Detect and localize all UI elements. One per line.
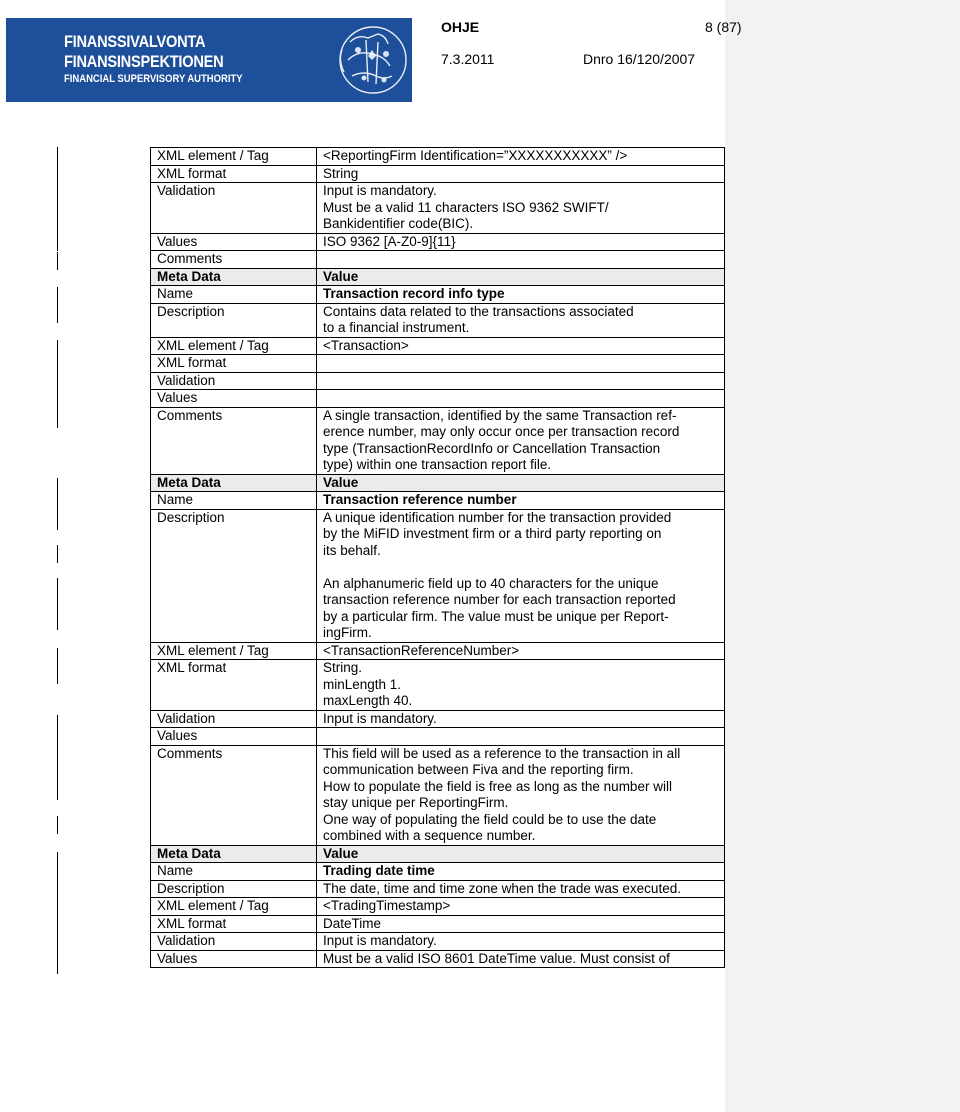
page-right-margin xyxy=(725,0,960,1112)
field-value-cell xyxy=(317,165,725,183)
change-bar xyxy=(57,715,58,800)
field-key-cell: Comments xyxy=(151,745,317,845)
table-row xyxy=(151,407,725,474)
value-line: An alphanumeric field up to 40 characters for the unique xyxy=(323,575,659,591)
field-key-cell: Values xyxy=(151,728,317,746)
value-line xyxy=(323,251,720,268)
value-line: erence number, may only occur once per transaction record xyxy=(323,424,680,439)
field-key-cell: Meta Data xyxy=(151,474,317,492)
field-value-cell xyxy=(317,407,725,474)
value-line: Must be a valid 11 characters ISO 9362 SWIFT/ xyxy=(323,199,609,215)
value-line: by the MiFID investment firm or a third party reporting on xyxy=(323,526,662,541)
field-value-cell xyxy=(317,898,725,916)
field-key-cell: XML element / Tag xyxy=(151,898,317,916)
field-value-cell xyxy=(317,372,725,390)
value-line: transaction reference number for each transaction reported xyxy=(323,592,676,607)
logo-line: FINANSINSPEKTIONEN xyxy=(64,51,224,71)
field-value-cell xyxy=(317,660,725,711)
field-key-cell: Values xyxy=(151,950,317,968)
value-line: ingFirm. xyxy=(323,625,372,640)
field-value-cell xyxy=(317,845,725,863)
value-line: <ReportingFirm Identification=”XXXXXXXXXXX” /> xyxy=(323,148,628,163)
field-value-cell xyxy=(317,148,725,166)
field-key-cell: Description xyxy=(151,303,317,337)
value-line: The date, time and time zone when the trade was executed. xyxy=(323,880,681,896)
field-value-cell xyxy=(317,642,725,660)
value-line: String. xyxy=(323,660,363,675)
field-value-cell xyxy=(317,286,725,304)
field-value-cell xyxy=(317,728,725,746)
field-key-cell: Name xyxy=(151,863,317,881)
field-value-cell xyxy=(317,880,725,898)
value-line: <TradingTimestamp> xyxy=(323,898,451,913)
field-key-cell: Meta Data xyxy=(151,845,317,863)
value-line: stay unique per ReportingFirm. xyxy=(323,795,509,810)
logo-line: FINANCIAL SUPERVISORY AUTHORITY xyxy=(64,73,243,86)
change-bar xyxy=(57,816,58,834)
value-line: How to populate the field is free as long as the number will xyxy=(323,778,672,794)
field-key-cell: XML element / Tag xyxy=(151,148,317,166)
field-key-cell: Comments xyxy=(151,407,317,474)
value-line xyxy=(323,390,720,407)
table-row xyxy=(151,251,725,269)
field-key-cell: Validation xyxy=(151,183,317,234)
value-line: communication between Fiva and the reporting firm. xyxy=(323,762,634,777)
field-value-cell xyxy=(317,303,725,337)
field-value-cell xyxy=(317,710,725,728)
field-key-cell: Validation xyxy=(151,710,317,728)
value-line: Input is mandatory. xyxy=(323,710,437,726)
value-line: Bankidentifier code(BIC). xyxy=(323,216,474,231)
document-type: OHJE xyxy=(441,19,480,35)
value-line: by a particular firm. The value must be unique per Report- xyxy=(323,608,669,624)
value-line: DateTime xyxy=(323,915,382,931)
value-line: minLength 1. xyxy=(323,676,402,692)
field-key-cell: Meta Data xyxy=(151,268,317,286)
value-line: its behalf. xyxy=(323,542,381,558)
table-row xyxy=(151,880,725,898)
value-line: Value xyxy=(323,845,359,861)
field-key-cell: Description xyxy=(151,509,317,642)
field-key-cell: Name xyxy=(151,286,317,304)
change-bar xyxy=(57,252,58,270)
page-number: 8 (87) xyxy=(705,19,742,35)
change-bar xyxy=(57,545,58,563)
field-value-cell xyxy=(317,355,725,373)
value-line: String xyxy=(323,165,359,181)
field-key-cell: Comments xyxy=(151,251,317,269)
value-line: to a financial instrument. xyxy=(323,320,470,335)
field-value-cell xyxy=(317,183,725,234)
field-value-cell xyxy=(317,337,725,355)
value-line xyxy=(323,559,720,576)
xml-spec-table xyxy=(150,147,725,968)
table-row xyxy=(151,286,725,304)
change-bar xyxy=(57,648,58,684)
field-key-cell: XML format xyxy=(151,165,317,183)
field-value-cell xyxy=(317,268,725,286)
logo-text xyxy=(64,32,272,86)
table-row xyxy=(151,745,725,845)
table-row xyxy=(151,660,725,711)
table-row xyxy=(151,863,725,881)
field-key-cell: XML format xyxy=(151,660,317,711)
table-row xyxy=(151,390,725,408)
value-line: Transaction reference number xyxy=(323,492,517,507)
field-value-cell xyxy=(317,390,725,408)
value-line xyxy=(323,728,720,745)
value-line: Input is mandatory. xyxy=(323,933,437,948)
field-value-cell xyxy=(317,950,725,968)
field-value-cell xyxy=(317,492,725,510)
value-line: This field will be used as a reference to the transaction in all xyxy=(323,745,681,761)
table-row xyxy=(151,233,725,251)
table-row xyxy=(151,148,725,166)
change-bar xyxy=(57,478,58,530)
value-line: type) within one transaction report file. xyxy=(323,457,552,472)
field-key-cell: Values xyxy=(151,233,317,251)
document-date: 7.3.2011 xyxy=(441,51,495,67)
field-value-cell xyxy=(317,233,725,251)
document-reference: Dnro 16/120/2007 xyxy=(583,51,696,67)
table-row xyxy=(151,165,725,183)
value-line: type (TransactionRecordInfo or Cancellation Transaction xyxy=(323,440,661,456)
fiva-logo xyxy=(6,18,412,102)
table-row xyxy=(151,898,725,916)
table-row xyxy=(151,710,725,728)
value-line: Contains data related to the transactions associated xyxy=(323,303,634,319)
meta-header-row xyxy=(151,845,725,863)
value-line: Value xyxy=(323,268,359,284)
change-bar xyxy=(57,340,58,428)
field-value-cell xyxy=(317,474,725,492)
value-line: Transaction record info type xyxy=(323,286,505,301)
field-value-cell xyxy=(317,745,725,845)
value-line: One way of populating the field could be to use the date xyxy=(323,811,657,827)
field-key-cell: XML format xyxy=(151,355,317,373)
field-key-cell: Description xyxy=(151,880,317,898)
value-line xyxy=(323,373,720,390)
value-line: ISO 9362 [A-Z0-9]{11} xyxy=(323,233,456,249)
table-row xyxy=(151,915,725,933)
change-bar xyxy=(57,852,58,974)
field-key-cell: XML format xyxy=(151,915,317,933)
field-key-cell: Name xyxy=(151,492,317,510)
field-value-cell xyxy=(317,863,725,881)
table-row xyxy=(151,492,725,510)
value-line: maxLength 40. xyxy=(323,693,413,708)
table-row xyxy=(151,183,725,234)
value-line: Value xyxy=(323,474,359,490)
value-line xyxy=(323,355,720,372)
meta-header-row xyxy=(151,268,725,286)
value-line: A unique identification number for the transaction provided xyxy=(323,509,672,525)
table-row xyxy=(151,509,725,642)
value-line: Input is mandatory. xyxy=(323,183,437,198)
value-line: A single transaction, identified by the same Transaction ref- xyxy=(323,407,677,423)
change-bar xyxy=(57,287,58,323)
value-line: Must be a valid ISO 8601 DateTime value. Must consist of xyxy=(323,950,670,966)
change-bar xyxy=(57,147,58,251)
field-value-cell xyxy=(317,915,725,933)
field-key-cell: XML element / Tag xyxy=(151,642,317,660)
table-row xyxy=(151,355,725,373)
logo-line: FINANSSIVALVONTA xyxy=(64,32,206,51)
table-row xyxy=(151,642,725,660)
field-value-cell xyxy=(317,251,725,269)
field-key-cell: Validation xyxy=(151,933,317,951)
table-row xyxy=(151,728,725,746)
value-line: <Transaction> xyxy=(323,337,409,353)
field-key-cell: Values xyxy=(151,390,317,408)
field-key-cell: XML element / Tag xyxy=(151,337,317,355)
value-line: <TransactionReferenceNumber> xyxy=(323,642,520,658)
value-line: Trading date time xyxy=(323,863,435,878)
table-row xyxy=(151,372,725,390)
field-value-cell xyxy=(317,933,725,951)
field-value-cell xyxy=(317,509,725,642)
lion-emblem-icon xyxy=(328,20,410,100)
table-row xyxy=(151,303,725,337)
meta-header-row xyxy=(151,474,725,492)
table-row xyxy=(151,933,725,951)
field-key-cell: Validation xyxy=(151,372,317,390)
table-row xyxy=(151,950,725,968)
change-bar xyxy=(57,578,58,630)
table-row xyxy=(151,337,725,355)
value-line: combined with a sequence number. xyxy=(323,828,536,843)
